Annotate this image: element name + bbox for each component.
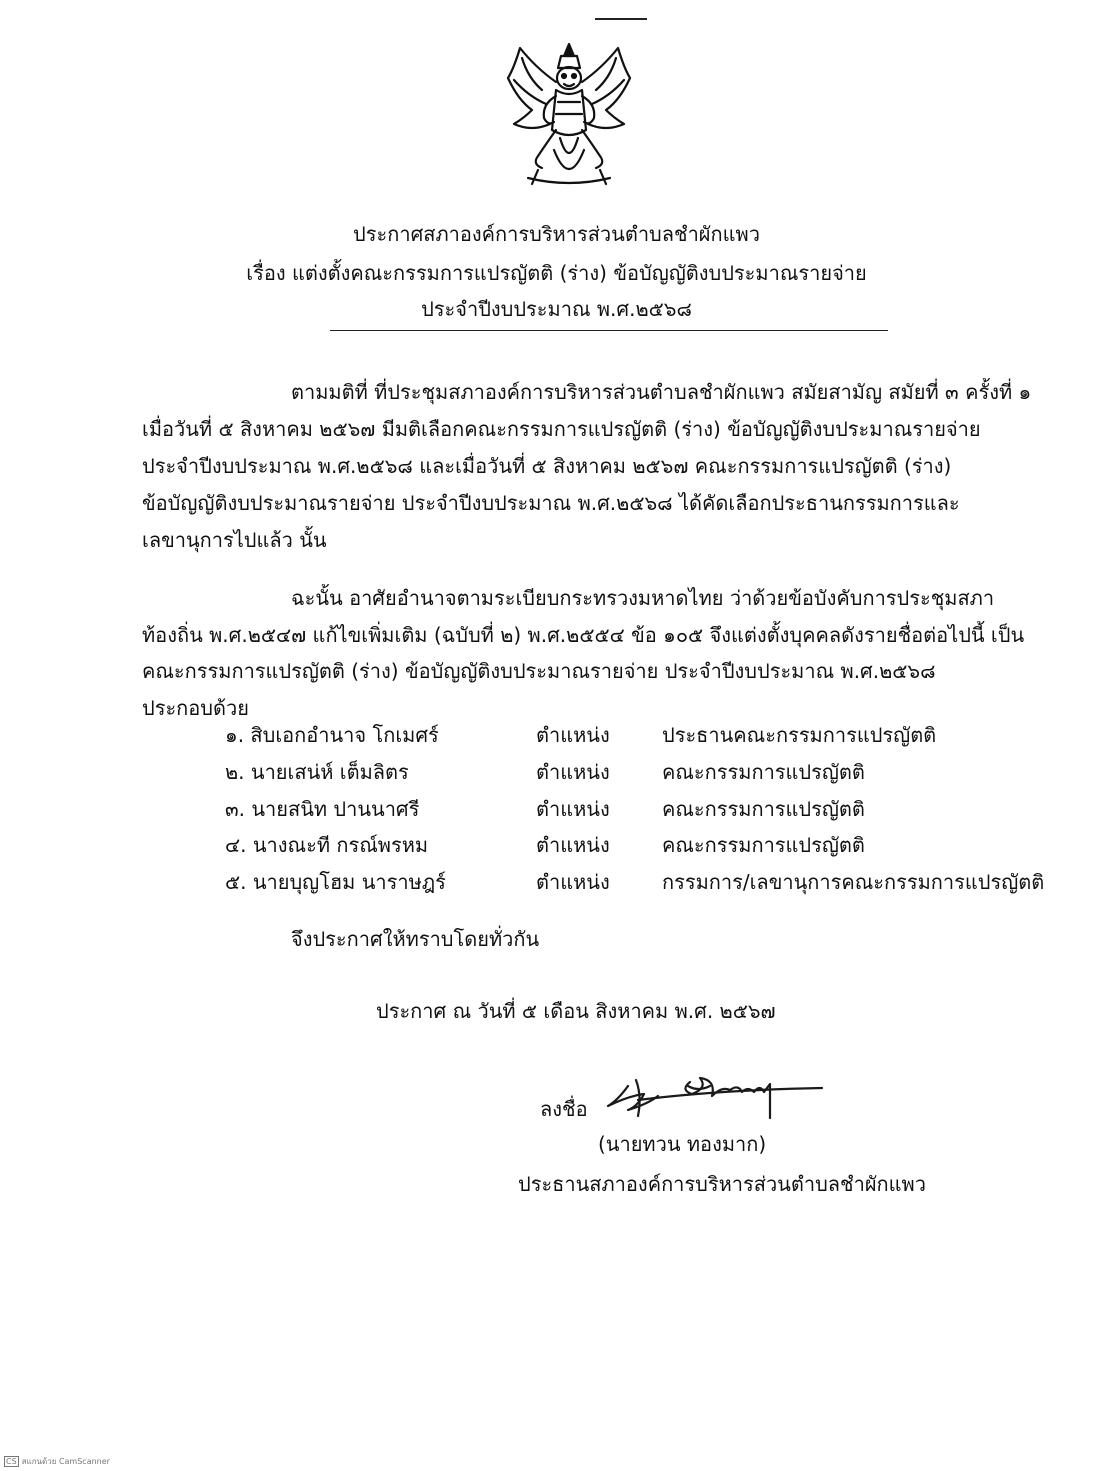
paragraph1-line: เลขานุการไปแล้ว นั้น [142, 528, 327, 552]
scanner-watermark [4, 1455, 110, 1468]
paragraph2-line: คณะกรรมการแปรญัตติ (ร่าง) ข้อบัญญัติงบประมาณรายจ่าย ประจำปีงบประมาณ พ.ศ.๒๕๖๘ [142, 659, 936, 683]
scanner-watermark-text: สแกนด้วย CamScanner [21, 1457, 110, 1466]
committee-member-role: ประธานคณะกรรมการแปรญัตติ [662, 723, 937, 747]
camscanner-logo-icon: CS [6, 1457, 17, 1466]
paragraph1-line: ประจำปีงบประมาณ พ.ศ.๒๕๖๘ และเมื่อวันที่ ๕ สิงหาคม ๒๕๖๗ คณะกรรมการแปรญัตติ (ร่าง) [142, 454, 952, 478]
signer-title: ประธานสภาองค์การบริหารส่วนตำบลชำผักแพว [518, 1172, 926, 1196]
document-fiscal-year: ประจำปีงบประมาณ พ.ศ.๒๕๖๘ [421, 297, 692, 321]
committee-member-name: ๕. นายบุญโฮม นาราษฎร์ [225, 870, 446, 894]
committee-member-name: ๓. นายสนิท ปานนาศรี [225, 797, 420, 821]
top-dash-mark [595, 18, 647, 20]
committee-position-label: ตำแหน่ง [536, 797, 610, 821]
paragraph1-line: เมื่อวันที่ ๕ สิงหาคม ๒๕๖๗ มีมติเลือกคณะกรรมการแปรญัตติ (ร่าง) ข้อบัญญัติงบประมาณรายจ่าย [142, 417, 981, 441]
committee-position-label: ตำแหน่ง [536, 870, 610, 894]
paragraph2-line: ท้องถิ่น พ.ศ.๒๕๔๗ แก้ไขเพิ่มเติม (ฉบับที่ ๒) พ.ศ.๒๕๕๔ ข้อ ๑๐๕ จึงแต่งตั้งบุคคลดังรายชื่อต่อไปนี้ เป็น [142, 623, 1025, 647]
header-divider [330, 330, 888, 331]
committee-member-role: คณะกรรมการแปรญัตติ [662, 760, 865, 784]
paragraph1-line: ข้อบัญญัติงบประมาณรายจ่าย ประจำปีงบประมาณ พ.ศ.๒๕๖๘ ได้คัดเลือกประธานกรรมการและ [142, 491, 960, 515]
signature-label: ลงชื่อ [540, 1097, 588, 1121]
committee-member-role: คณะกรรมการแปรญัตติ [662, 797, 865, 821]
document-subject: เรื่อง แต่งตั้งคณะกรรมการแปรญัตติ (ร่าง) ข้อบัญญัติงบประมาณรายจ่าย [246, 261, 867, 285]
announcement-date: ประกาศ ณ วันที่ ๕ เดือน สิงหาคม พ.ศ. ๒๕๖๗ [376, 999, 776, 1023]
closing-announcement: จึงประกาศให้ทราบโดยทั่วกัน [291, 927, 540, 951]
committee-member-name: ๔. นางณะที กรณ์พรหม [225, 833, 429, 857]
committee-member-role: กรรมการ/เลขานุการคณะกรรมการแปรญัตติ [662, 870, 1045, 894]
paragraph2-line: ประกอบด้วย [142, 696, 249, 720]
paragraph2-line: ฉะนั้น อาศัยอำนาจตามระเบียบกระทรวงมหาดไทย ว่าด้วยข้อบังคับการประชุมสภา [291, 586, 995, 610]
committee-position-label: ตำแหน่ง [536, 723, 610, 747]
committee-position-label: ตำแหน่ง [536, 833, 610, 857]
committee-member-name: ๑. สิบเอกอำนาจ โกเมศร์ [225, 723, 439, 747]
paragraph1-line: ตามมติที่ ที่ประชุมสภาองค์การบริหารส่วนตำบลชำผักแพว สมัยสามัญ สมัยที่ ๓ ครั้งที่ ๑ [291, 380, 1032, 404]
signer-name: (นายทวน ทองมาก) [598, 1132, 767, 1156]
committee-member-name: ๒. นายเสน่ห์ เต็มลิตร [225, 760, 409, 784]
garuda-emblem-icon [498, 38, 640, 194]
committee-position-label: ตำแหน่ง [536, 760, 610, 784]
document-title: ประกาศสภาองค์การบริหารส่วนตำบลชำผักแพว [353, 222, 760, 246]
committee-member-role: คณะกรรมการแปรญัตติ [662, 833, 865, 857]
